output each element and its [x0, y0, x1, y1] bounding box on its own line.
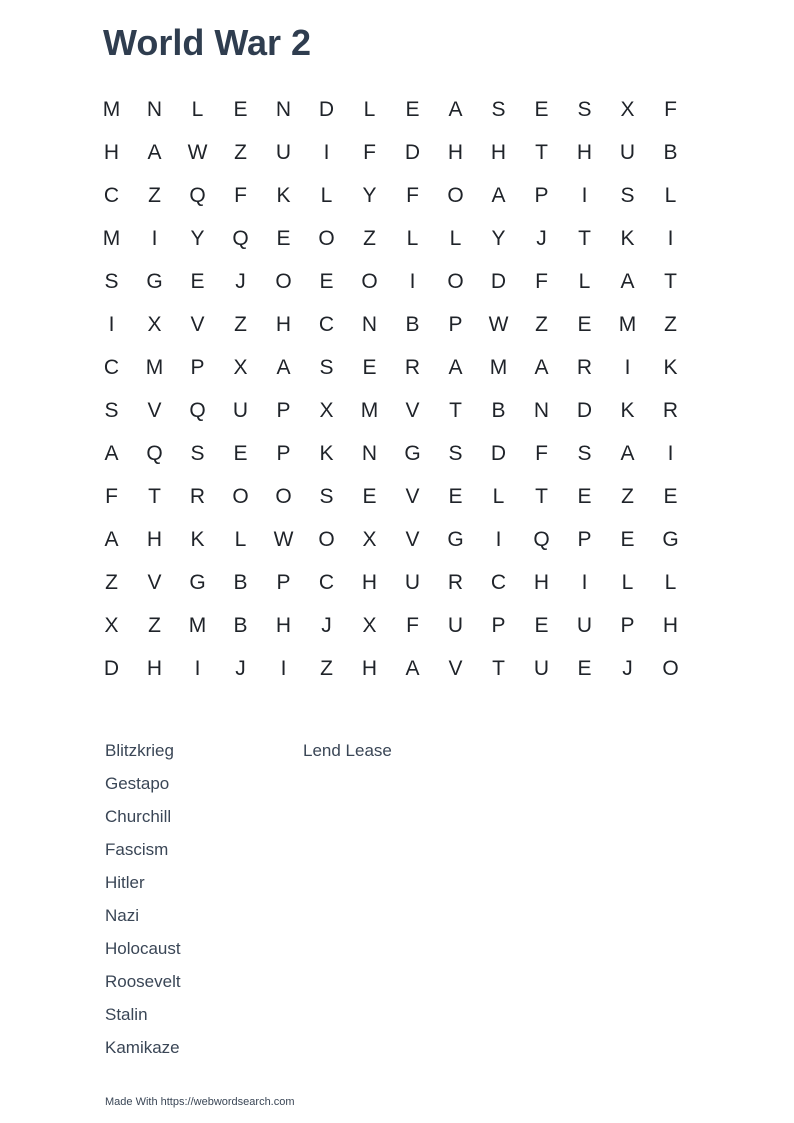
grid-letter: A [405, 657, 420, 680]
grid-letter: R [576, 356, 593, 379]
grid-letter: F [664, 98, 677, 121]
grid-letter: O [275, 270, 292, 293]
grid-letter: H [103, 141, 120, 164]
grid-row [90, 260, 692, 303]
grid-letter: I [151, 227, 158, 250]
grid-letter: E [233, 98, 248, 121]
grid-letter: M [489, 356, 508, 379]
grid-letter: L [191, 98, 204, 121]
grid-letter: Z [105, 571, 118, 594]
grid-letter: A [448, 98, 463, 121]
grid-row [90, 88, 692, 131]
grid-letter: H [447, 141, 464, 164]
grid-letter: L [664, 184, 677, 207]
grid-letter: Z [535, 313, 548, 336]
grid-letter: W [488, 313, 509, 336]
word-item: Nazi [105, 906, 140, 925]
grid-letter: T [578, 227, 591, 250]
grid-row [90, 647, 692, 690]
grid-letter: E [319, 270, 334, 293]
grid-letter: O [361, 270, 378, 293]
grid-letter: M [102, 227, 121, 250]
grid-letter: O [232, 485, 249, 508]
word-list [105, 734, 501, 1064]
grid-letter: B [663, 141, 678, 164]
grid-letter: N [533, 399, 550, 422]
word-item: Stalin [105, 1005, 148, 1024]
grid-letter: A [534, 356, 549, 379]
grid-letter: N [275, 98, 292, 121]
grid-letter: N [361, 313, 378, 336]
word-item: Holocaust [105, 939, 181, 958]
grid-letter: H [662, 614, 679, 637]
grid-letter: I [667, 227, 674, 250]
grid-letter: X [362, 528, 377, 551]
grid-letter: G [662, 528, 679, 551]
grid-letter: O [662, 657, 679, 680]
word-item: Blitzkrieg [105, 741, 174, 760]
grid-letter: P [276, 399, 291, 422]
grid-letter: E [233, 442, 248, 465]
grid-letter: F [406, 184, 419, 207]
grid-letter: U [275, 141, 292, 164]
grid-letter: Y [190, 227, 205, 250]
grid-letter: D [404, 141, 421, 164]
grid-letter: O [447, 184, 464, 207]
grid-letter: T [449, 399, 462, 422]
grid-letter: H [275, 313, 292, 336]
grid-letter: I [323, 141, 330, 164]
grid-letter: R [662, 399, 679, 422]
grid-letter: X [319, 399, 334, 422]
word-item: Roosevelt [105, 972, 181, 991]
grid-letter: U [404, 571, 421, 594]
grid-letter: F [406, 614, 419, 637]
grid-letter: M [188, 614, 207, 637]
page-title: World War 2 [103, 22, 312, 63]
grid-letter: S [190, 442, 205, 465]
grid-letter: C [318, 313, 335, 336]
grid-letter: H [275, 614, 292, 637]
word-item: Kamikaze [105, 1038, 180, 1057]
grid-letter: E [577, 313, 592, 336]
letter-grid [90, 88, 692, 690]
grid-letter: L [492, 485, 505, 508]
grid-letter: Q [533, 528, 550, 551]
word-item: Fascism [105, 840, 169, 859]
grid-letter: P [491, 614, 506, 637]
word-item: Gestapo [105, 774, 170, 793]
grid-letter: L [621, 571, 634, 594]
grid-letter: E [534, 614, 549, 637]
grid-letter: Z [234, 313, 247, 336]
grid-letter: Z [363, 227, 376, 250]
grid-letter: O [318, 528, 335, 551]
grid-letter: Q [189, 184, 206, 207]
grid-letter: K [276, 184, 291, 207]
grid-letter: Z [664, 313, 677, 336]
grid-letter: M [618, 313, 637, 336]
grid-letter: Z [148, 184, 161, 207]
grid-letter: V [405, 485, 420, 508]
grid-letter: R [447, 571, 464, 594]
grid-letter: I [409, 270, 416, 293]
grid-row [90, 604, 692, 647]
grid-letter: H [533, 571, 550, 594]
grid-letter: S [620, 184, 635, 207]
grid-letter: T [492, 657, 505, 680]
grid-letter: I [495, 528, 502, 551]
grid-letter: T [148, 485, 161, 508]
grid-letter: U [533, 657, 550, 680]
grid-letter: D [490, 270, 507, 293]
grid-letter: B [491, 399, 506, 422]
grid-row [90, 303, 692, 346]
grid-letter: I [280, 657, 287, 680]
grid-row [90, 346, 692, 389]
grid-letter: F [363, 141, 376, 164]
grid-letter: L [363, 98, 376, 121]
grid-letter: Q [232, 227, 249, 250]
grid-letter: G [189, 571, 206, 594]
grid-letter: J [235, 657, 246, 680]
grid-letter: H [146, 528, 163, 551]
grid-letter: D [576, 399, 593, 422]
grid-letter: E [577, 485, 592, 508]
grid-letter: O [275, 485, 292, 508]
grid-letter: Q [146, 442, 163, 465]
grid-letter: L [578, 270, 591, 293]
grid-letter: U [619, 141, 636, 164]
grid-letter: G [404, 442, 421, 465]
grid-letter: P [534, 184, 549, 207]
grid-letter: L [406, 227, 419, 250]
grid-letter: H [361, 571, 378, 594]
grid-letter: C [490, 571, 507, 594]
grid-letter: I [624, 356, 631, 379]
grid-letter: F [105, 485, 118, 508]
grid-letter: A [104, 442, 119, 465]
word-item: Hitler [105, 873, 145, 892]
grid-letter: E [620, 528, 635, 551]
grid-letter: A [620, 442, 635, 465]
grid-letter: M [145, 356, 164, 379]
grid-row [90, 217, 692, 260]
grid-letter: X [104, 614, 119, 637]
grid-letter: I [108, 313, 115, 336]
grid-letter: Z [234, 141, 247, 164]
grid-letter: K [620, 227, 635, 250]
grid-letter: C [318, 571, 335, 594]
grid-letter: V [448, 657, 463, 680]
grid-row [90, 174, 692, 217]
grid-letter: E [448, 485, 463, 508]
word-column [303, 734, 501, 1064]
grid-letter: I [581, 571, 588, 594]
grid-letter: V [405, 399, 420, 422]
grid-letter: O [318, 227, 335, 250]
grid-letter: W [187, 141, 208, 164]
grid-letter: E [276, 227, 291, 250]
grid-letter: S [319, 356, 334, 379]
grid-letter: T [535, 141, 548, 164]
footer-credit: Made With https://webwordsearch.com [105, 1096, 295, 1108]
grid-letter: M [360, 399, 379, 422]
grid-letter: F [535, 442, 548, 465]
word-column [105, 734, 303, 1064]
grid-letter: G [146, 270, 163, 293]
grid-letter: E [534, 98, 549, 121]
grid-letter: K [663, 356, 678, 379]
grid-letter: E [577, 657, 592, 680]
grid-letter: X [147, 313, 162, 336]
grid-letter: L [234, 528, 247, 551]
grid-letter: N [146, 98, 163, 121]
grid-letter: K [190, 528, 205, 551]
grid-letter: E [663, 485, 678, 508]
grid-letter: P [276, 571, 291, 594]
grid-letter: X [233, 356, 248, 379]
grid-letter: Y [362, 184, 377, 207]
grid-letter: G [447, 528, 464, 551]
grid-letter: P [448, 313, 463, 336]
grid-letter: K [620, 399, 635, 422]
grid-letter: S [577, 442, 592, 465]
grid-letter: U [447, 614, 464, 637]
grid-letter: P [577, 528, 592, 551]
grid-letter: S [577, 98, 592, 121]
grid-letter: H [146, 657, 163, 680]
grid-letter: L [449, 227, 462, 250]
grid-letter: H [576, 141, 593, 164]
grid-letter: V [147, 399, 162, 422]
grid-letter: S [319, 485, 334, 508]
grid-letter: V [190, 313, 205, 336]
grid-row [90, 561, 692, 604]
grid-letter: F [234, 184, 247, 207]
grid-letter: V [405, 528, 420, 551]
grid-letter: C [103, 184, 120, 207]
grid-letter: L [664, 571, 677, 594]
grid-letter: J [622, 657, 633, 680]
grid-letter: I [194, 657, 201, 680]
grid-letter: O [447, 270, 464, 293]
grid-letter: E [190, 270, 205, 293]
grid-letter: A [491, 184, 506, 207]
grid-letter: A [276, 356, 291, 379]
grid-letter: P [190, 356, 205, 379]
grid-letter: Z [148, 614, 161, 637]
grid-letter: A [104, 528, 119, 551]
grid-letter: K [319, 442, 334, 465]
grid-letter: D [318, 98, 335, 121]
grid-letter: E [362, 356, 377, 379]
grid-letter: S [104, 270, 119, 293]
grid-letter: W [273, 528, 294, 551]
grid-letter: Y [491, 227, 506, 250]
grid-letter: A [147, 141, 162, 164]
grid-row [90, 518, 692, 561]
grid-letter: R [404, 356, 421, 379]
grid-letter: J [536, 227, 547, 250]
grid-letter: X [620, 98, 635, 121]
grid-letter: J [321, 614, 332, 637]
grid-letter: P [620, 614, 635, 637]
grid-letter: Q [189, 399, 206, 422]
grid-letter: H [361, 657, 378, 680]
grid-letter: C [103, 356, 120, 379]
grid-letter: B [233, 571, 248, 594]
grid-letter: T [664, 270, 677, 293]
word-item: Churchill [105, 807, 172, 826]
grid-row [90, 389, 692, 432]
grid-letter: I [581, 184, 588, 207]
grid-letter: M [102, 98, 121, 121]
grid-letter: A [620, 270, 635, 293]
grid-letter: U [232, 399, 249, 422]
grid-letter: D [490, 442, 507, 465]
grid-letter: S [448, 442, 463, 465]
grid-letter: P [276, 442, 291, 465]
grid-letter: Z [621, 485, 634, 508]
grid-letter: X [362, 614, 377, 637]
grid-row [90, 432, 692, 475]
word-item: Lend Lease [303, 741, 392, 760]
grid-letter: B [405, 313, 420, 336]
grid-letter: E [405, 98, 420, 121]
grid-letter: F [535, 270, 548, 293]
grid-letter: N [361, 442, 378, 465]
grid-letter: L [320, 184, 333, 207]
grid-letter: D [103, 657, 120, 680]
grid-letter: T [535, 485, 548, 508]
grid-letter: V [147, 571, 162, 594]
grid-letter: Z [320, 657, 333, 680]
grid-letter: H [490, 141, 507, 164]
grid-letter: J [235, 270, 246, 293]
grid-letter: A [448, 356, 463, 379]
grid-letter: I [667, 442, 674, 465]
grid-letter: B [233, 614, 248, 637]
grid-letter: S [104, 399, 119, 422]
grid-row [90, 131, 692, 174]
grid-letter: R [189, 485, 206, 508]
grid-row [90, 475, 692, 518]
grid-letter: U [576, 614, 593, 637]
grid-letter: S [491, 98, 506, 121]
grid-letter: E [362, 485, 377, 508]
